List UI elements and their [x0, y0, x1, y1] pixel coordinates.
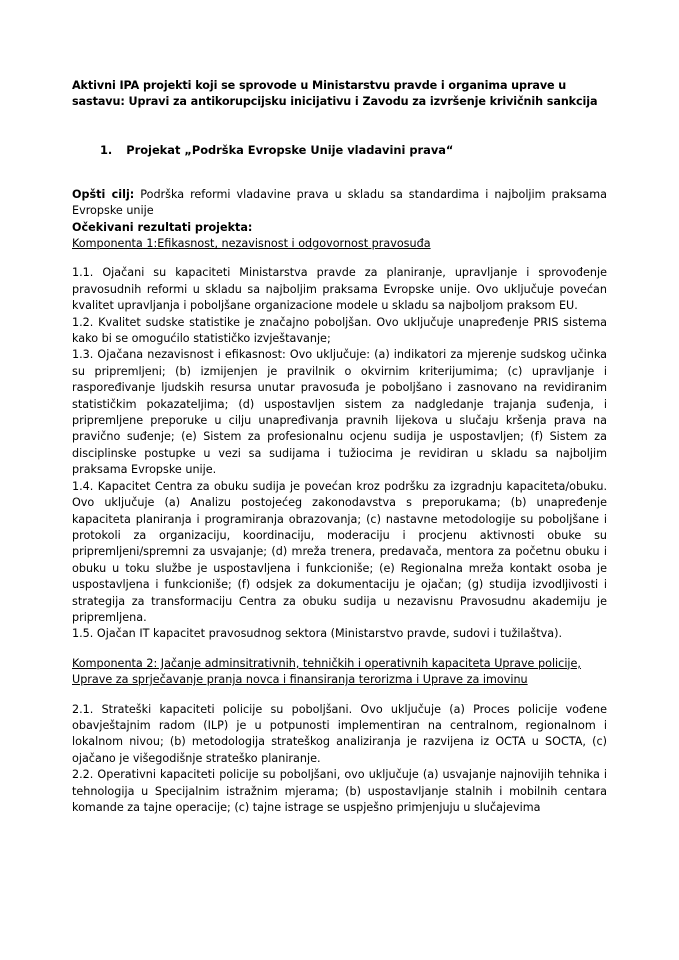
project-number: 1.	[100, 142, 113, 157]
component-2-heading-line-1: Komponenta 2: Jačanje adminsitrativnih, tehničkih i operativnih kapaciteta Uprave policije,	[72, 656, 581, 670]
component-1-heading: Komponenta 1:Efikasnost, nezavisnost i odgovornost pravosuđa	[72, 237, 431, 250]
project-name: Projekat „Podrška Evropske Unije vladavini prava“	[126, 142, 454, 157]
item-2-2: 2.2. Operativni kapaciteti policije su poboljšani, ovo uključuje (a) usvajanje najnovijih tehnika i tehnologija u Specijalnim istražnim mjerama; (b) uspostavljanje stalnih i mobilnih centara komande za tajne operacije; (c) tajne istrage se uspješno primjenjuju u slučajevima	[72, 768, 607, 814]
spacer	[72, 252, 607, 265]
component-2-items	[72, 702, 607, 817]
spacer-3	[72, 689, 607, 702]
document-title: Aktivni IPA projekti koji se sprovode u Ministarstvu pravde i organima uprave u sastavu: Upravi za antikorupcijsku inicijativu i Zavodu za izvršenje krivičnih sankcija	[72, 79, 598, 108]
item-1-5: 1.5. Ojačan IT kapacitet pravosudnog sektora (Ministarstvo pravde, sudovi i tužilaštva).	[72, 627, 563, 641]
general-goal-paragraph	[72, 187, 607, 220]
item-1-1: 1.1. Ojačani su kapaciteti Ministarstva pravde za planiranje, upravljanje i sprovođenje pravosudnih reformi u skladu sa najboljim praksama Evropske unije. Ovo uključuje povećan kvalitet upravljanja i poboljšane organizacione modele u skladu sa najboljom praksom EU.	[72, 266, 607, 313]
component-2-heading-line-2: Uprave za sprječavanje pranja novca i finansiranja terorizma i Uprave za imovinu	[72, 673, 528, 687]
expected-results-label: Očekivani rezultati projekta:	[72, 220, 253, 234]
general-goal-block	[72, 187, 607, 253]
item-2-1: 2.1. Strateški kapaciteti policije su poboljšani. Ovo uključuje (a) Proces policije vođene obavještajnim radom (ILP) je u potpunosti implementiran na centralnom, regionalnom i lokalnom nivou; (b) metodologija strateškog analiziranja je razvijena iz OCTA u SOCTA, (c) ojačano je višegodišnje strateško planiranje.	[72, 702, 607, 765]
item-1-3: 1.3. Ojačana nezavisnost i efikasnost: Ovo uključuje: (a) indikatori za mjerenje sudskog učinka su pripremljeni; (b) izmijenjen je pravilnik o okvirnim kriterijumima; (c) upravljanje i raspoređivanje ljudskih resursa unutar pravosuđa je poboljšano i zasnovano na revidiranim statističkim pokazateljima; (d) uspostavljen sistem za nadgledanje trajanja suđenja, i pripremljene preporuke u cilju unapređivanja pravnih lijekova u slučaju kršenja prava na pravično suđenje; (e) Sistem za profesionalnu ocjenu sudija je uspostavljen; (f) Sistem za disciplinske postupke u vezi sa sudijama i tužiocima je revidiran u skladu sa najboljim praksama Evropske unije.	[72, 348, 607, 477]
general-goal-text: Podrška reformi vladavine prava u skladu sa standardima i najboljim praksama Evropske unije	[72, 187, 607, 218]
component-1-items	[72, 265, 607, 642]
component-2-heading	[72, 656, 607, 689]
general-goal-label: Opšti cilj:	[72, 187, 135, 201]
item-1-4: 1.4. Kapacitet Centra za obuku sudija je povećan kroz podršku za izgradnju kapaciteta/obuku. Ovo uključuje (a) Analizu postojećeg zakonodavstva s preporukama; (b) unapređenje kapaciteta planiranja i programiranja obrazovanja; (c) nastavne metodologije su poboljšane i protokoli za organizaciju, koordinaciju, moderaciju i procjenu aktivnosti obuke su pripremljeni/spremni za usvajanje; (d) mreža trenera, predavača, mentora za početnu obuku i obuku u toku službe je uspostavljena i funkcioniše; (e) Regionalna mreža kontakt osoba je uspostavljena i funkcioniše; (f) odsjek za dokumentaciju je ojačan; (g) studija izvodljivosti i strategija za transformaciju Centra za obuku sudija u nezavisnu Pravosudnu akademiju je pripremljena.	[72, 479, 607, 624]
spacer-2	[72, 643, 607, 656]
item-1-2: 1.2. Kvalitet sudske statistike je značajno poboljšan. Ovo uključuje unapređenje PRIS sistema kako bi se omogućilo statističko izvještavanje;	[72, 315, 607, 346]
project-heading	[72, 143, 607, 159]
